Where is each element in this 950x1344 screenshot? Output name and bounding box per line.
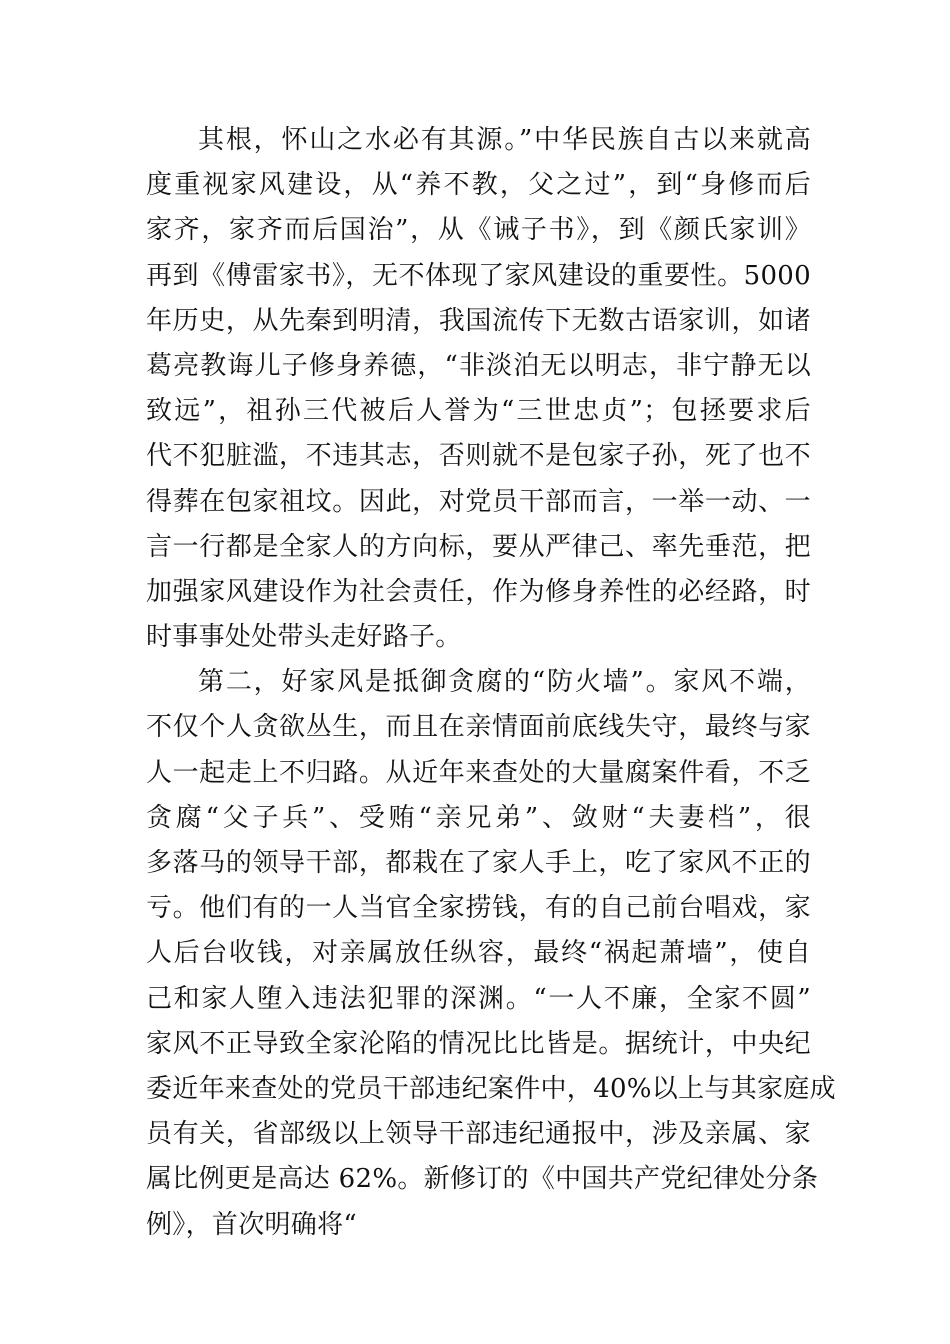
text-line: 其根，怀山之水必有其源。”中华民族自古以来就高 <box>198 125 811 155</box>
text-line: 代不犯脏滥，不违其志，否则就不是包家子孙，死了也不 <box>146 441 811 472</box>
text-line: 贪腐“父子兵”、受贿“亲兄弟”、敛财“夫妻档”，很 <box>146 802 811 833</box>
paragraph-2 <box>146 660 836 1247</box>
text-line: 家风不正导致全家沦陷的情况比比皆是。据统计，中央纪 <box>146 1028 811 1059</box>
text-line: 加强家风建设作为社会责任，作为修身养性的必经路，时 <box>146 576 811 607</box>
text-line: 再到《傅雷家书》，无不体现了家风建设的重要性。5000 <box>146 260 811 291</box>
body-text <box>146 118 836 1248</box>
text-line: 度重视家风建设，从“养不教，父之过”，到“身修而后 <box>146 170 811 201</box>
text-line: 言一行都是全家人的方向标，要从严律己、率先垂范，把 <box>146 531 811 562</box>
text-line: 多落马的领导干部，都栽在了家人手上，吃了家风不正的 <box>146 848 811 878</box>
text-line: 致远”，祖孙三代被后人誉为“三世忠贞”；包拯要求后 <box>146 396 811 427</box>
text-line: 亏。他们有的一人当官全家捞钱，有的自己前台唱戏，家 <box>146 893 811 924</box>
text-line: 人一起走上不归路。从近年来查处的大量腐案件看，不乏 <box>146 757 811 788</box>
text-line: 家齐，家齐而后国治”，从《诫子书》，到《颜氏家训》 <box>146 215 811 246</box>
paragraph-1 <box>146 118 811 660</box>
text-line: 年历史，从先秦到明清，我国流传下无数古语家训，如诸 <box>146 305 811 336</box>
text-line: 人后台收钱，对亲属放任纵容，最终“祸起萧墙”，使自 <box>146 938 811 969</box>
text-line: 第二，好家风是抵御贪腐的“防火墙”。家风不端， <box>198 667 811 698</box>
text-line: 属比例更是高达 62%。新修订的《中国共产党纪律处分条 <box>146 1164 819 1195</box>
text-line: 得葬在包家祖坟。因此，对党员干部而言，一举一动、一 <box>146 486 811 517</box>
text-line: 员有关，省部级以上领导干部违纪通报中，涉及亲属、家 <box>146 1119 811 1150</box>
text-line: 委近年来查处的党员干部违纪案件中，40%以上与其家庭成 <box>146 1073 836 1104</box>
text-line: 时事事处处带头走好路子。 <box>146 622 462 653</box>
text-line: 己和家人堕入违法犯罪的深渊。“一人不廉，全家不圆” <box>146 983 811 1014</box>
text-line: 例》，首次明确将“ <box>146 1209 357 1240</box>
text-line: 不仅个人贪欲丛生，而且在亲情面前底线失守，最终与家 <box>146 712 811 743</box>
text-line: 葛亮教诲儿子修身养德，“非淡泊无以明志，非宁静无以 <box>146 350 811 381</box>
